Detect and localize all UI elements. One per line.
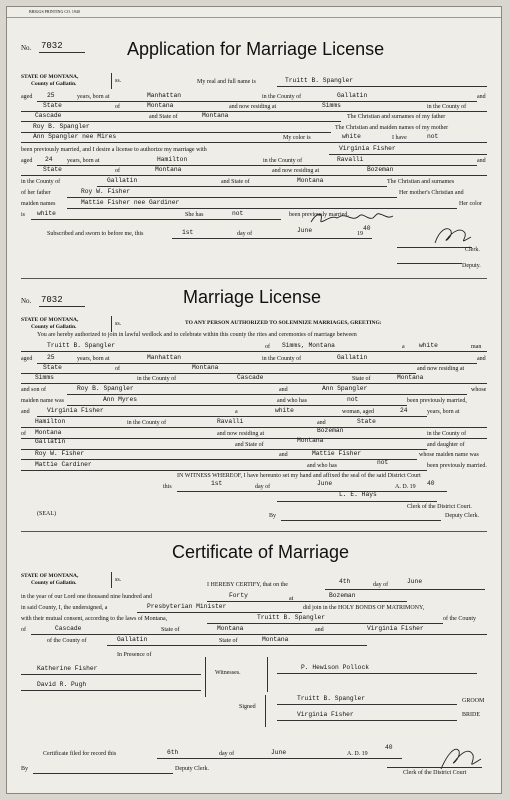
county-label-3: in the County of	[263, 158, 303, 164]
previously-married-text-3: been previously married.	[427, 463, 487, 469]
bride-label: BRIDE	[462, 712, 480, 718]
day-of-label-2: day of	[255, 484, 271, 490]
certificate-bride-state: Montana	[262, 636, 289, 643]
state-label: State	[43, 102, 62, 109]
license-clerk-name: L. E. Hays	[339, 491, 377, 498]
license-state-block: STATE OF MONTANA,	[21, 317, 79, 323]
by-label: By	[269, 513, 277, 519]
license-bride-birthplace: Hamilton	[35, 418, 66, 425]
bride-residence: Bozeman	[367, 166, 394, 173]
previously-married-text: been previously married.	[289, 212, 349, 218]
applicant-res-state: Montana	[202, 112, 229, 119]
residing-label-2: and now residing at	[272, 168, 320, 174]
groom-label: GROOM	[462, 698, 485, 704]
residing-label-4: and now residing at	[217, 431, 265, 437]
of-county-of-label: of the County of	[47, 638, 87, 644]
license-bride-residence: Bozeman	[317, 427, 344, 434]
and-label-7: and	[279, 452, 288, 458]
applicant-name: Truitt B. Spangler	[285, 77, 354, 84]
certificate-bride-county: Gallatin	[117, 636, 148, 643]
bride-mother-label: Her mother's Christian and	[399, 190, 464, 196]
signed-label: Signed	[239, 704, 256, 710]
certificate-groom-state: Montana	[217, 625, 244, 632]
full-name-label: My real and full name is	[197, 79, 256, 85]
certificate-title: Certificate of Marriage	[172, 542, 350, 562]
certificate-bride: Virginia Fisher	[367, 625, 424, 632]
certificate-officiant-title: Presbyterian Minister	[147, 603, 227, 610]
county-label-2: in the County of	[427, 104, 467, 110]
license-groom-of: Simms, Montana	[282, 342, 335, 349]
clerk-signature	[431, 221, 475, 249]
her-color-label: Her color	[459, 201, 482, 207]
license-bride-father: Roy W. Fisher	[35, 450, 85, 457]
certificate-groom-county: Cascade	[55, 625, 82, 632]
application-title: Application for Marriage License	[127, 39, 385, 59]
born-label-2: years, born at	[67, 158, 100, 164]
county-label-7: in the County of	[127, 420, 167, 426]
ss: ss.	[115, 78, 122, 84]
and-label-2: and	[477, 158, 486, 164]
is-label: is	[21, 212, 26, 218]
bride-previously-married: not	[232, 210, 244, 217]
deputy-label: Deputy.	[462, 263, 481, 269]
application-county-block: County of Gallatin.	[31, 81, 77, 87]
state-of-label-2: and State of	[221, 179, 250, 185]
applicant-color: white	[342, 133, 361, 140]
and-label-4: and	[279, 387, 288, 393]
license-groom-mother: Ann Spangler	[322, 385, 368, 392]
of-label: of	[115, 104, 120, 110]
bride-birth-state: Montana	[155, 166, 182, 173]
son-of-label: and son of	[21, 387, 46, 393]
certificate-place: Bozeman	[329, 592, 356, 599]
i-have-label: I have	[392, 135, 407, 141]
bride-color: white	[37, 210, 56, 217]
maiden-names-label: maiden names	[21, 201, 56, 207]
license-bride-birth-county: Ravalli	[217, 418, 244, 425]
license-number: 7032	[41, 295, 63, 305]
in-presence-label: In Presence of	[117, 652, 152, 658]
license-bride-mother: Mattie Fisher	[312, 450, 362, 457]
license-bride-color: white	[275, 407, 294, 414]
applicant-previously-married: not	[427, 133, 439, 140]
day-of-label-3: day of	[373, 582, 389, 588]
born-label-3: years, born at	[77, 356, 110, 362]
of-label-3: of	[265, 344, 270, 350]
state-of-label-3: State of	[352, 376, 371, 382]
applicant-birth-state: Montana	[147, 102, 174, 109]
and-label-6: and	[317, 420, 326, 426]
state-label-2: State	[43, 166, 62, 173]
aged-label: aged	[21, 94, 33, 100]
license-birth-state: Montana	[192, 364, 219, 371]
certificate-county-block: County of Gallatin.	[31, 580, 77, 586]
ad-label: A. D. 19	[395, 484, 416, 490]
license-bride-mother-maiden: Mattie Cardiner	[35, 461, 92, 468]
of-label-4: of	[115, 366, 120, 372]
a-label: a	[402, 344, 405, 350]
and-label-3: and	[477, 356, 486, 362]
license-birth-county: Gallatin	[337, 354, 368, 361]
certificate-year-word: Forty	[229, 592, 248, 599]
section-divider-1	[21, 278, 487, 279]
groom-signature: Truitt B. Spangler	[297, 695, 366, 702]
witness-1: Katherine Fisher	[37, 665, 98, 672]
year-prefix: 19	[357, 231, 363, 237]
county-label: in the County of	[262, 94, 302, 100]
certificate-groom: Truitt B. Spangler	[257, 614, 326, 621]
clerk-of-district-court-label-2: Clerk of the District Court	[403, 770, 467, 776]
license-bride: Virginia Fisher	[47, 407, 104, 414]
bride-name: Virginia Fisher	[339, 145, 396, 152]
county-label-4: in the County of	[21, 179, 61, 185]
marriage-record-page	[6, 6, 502, 794]
filed-month: June	[271, 749, 287, 756]
and-label-5: and	[21, 409, 30, 415]
county-label-5: in the County of	[262, 356, 302, 362]
license-authorization-text: You are hereby authorized to join in lawful wedlock and to celebrate within this county the rites and ceremonies of marriage between	[37, 332, 357, 338]
bride-signature: Virginia Fisher	[297, 711, 354, 718]
desire-license-text: been previously married, and I desire a license to authorize my marriage with	[21, 147, 207, 153]
printer-mark: BRIGGS PRINTING CO. 1940	[29, 9, 80, 14]
bride-mother: Mattie Fisher nee Gardiner	[81, 199, 180, 206]
state-of-label: and State of	[149, 114, 178, 120]
subscribed-text: Subscribed and sworn to before me, this	[47, 231, 144, 237]
bride-father-label: The Christian and surnames	[387, 179, 455, 185]
license-bride-birth-state: Montana	[35, 429, 62, 436]
by-label-2: By	[21, 766, 29, 772]
license-no-label: No.	[21, 297, 32, 305]
certify-text: I HEREBY CERTIFY, that on the	[207, 582, 288, 588]
application-no-label: No.	[21, 44, 32, 52]
ss-3: ss.	[115, 577, 122, 583]
day-of-label: day of	[237, 231, 253, 237]
witness-whereof-text: IN WITNESS WHEREOF, I have hereunto set my hand and affixed the seal of the said District Court	[177, 473, 421, 479]
at-label: at	[289, 596, 294, 602]
license-birthplace: Manhattan	[147, 354, 182, 361]
man-label: man	[471, 344, 482, 350]
color-label: My color is	[283, 135, 311, 141]
bride-father: Roy W. Fisher	[81, 188, 131, 195]
of-label-5: of	[21, 431, 26, 437]
a-label-2: a	[235, 409, 238, 415]
certificate-state-block: STATE OF MONTANA,	[21, 573, 79, 579]
maiden-was-label: maiden name was	[21, 398, 64, 404]
woman-aged-label: woman, aged	[342, 409, 374, 415]
mother-label: The Christian and maiden names of my mother	[335, 125, 449, 131]
certificate-month: June	[407, 578, 423, 585]
and-label-8: and	[315, 627, 324, 633]
license-year: 40	[427, 480, 435, 487]
witness-2: David R. Pugh	[37, 681, 87, 688]
residing-label-3: and now residing at	[417, 366, 465, 372]
and-label: and	[477, 94, 486, 100]
application-year: 40	[363, 225, 371, 232]
license-bride-res-county: Gallatin	[35, 438, 66, 445]
this-label: this	[163, 484, 172, 490]
license-groom-mother-maiden: Ann Myres	[103, 396, 138, 403]
state-label-3: State	[43, 364, 62, 371]
application-state-block: STATE OF MONTANA,	[21, 74, 79, 80]
applicant-father: Roy B. Spangler	[33, 123, 90, 130]
applicant-res-county: Cascade	[35, 112, 62, 119]
she-has-label: She has	[185, 212, 204, 218]
aged-label-3: aged	[21, 356, 33, 362]
license-seal: (SEAL)	[37, 511, 56, 517]
bride-age: 24	[45, 156, 53, 163]
of-the-county-label: of the County	[443, 616, 476, 622]
license-groom-father: Roy B. Spangler	[77, 385, 134, 392]
license-day: 1st	[211, 480, 223, 487]
filed-for-record-text: Certificate filed for record this	[43, 751, 117, 757]
license-county-block: County of Gallatin.	[31, 324, 77, 330]
state-of-label-4: and State of	[235, 442, 264, 448]
certificate-day: 4th	[339, 578, 351, 585]
applicant-birthplace: Manhattan	[147, 92, 182, 99]
bride-birth-county: Ravalli	[337, 156, 364, 163]
applicant-birth-county: Gallatin	[337, 92, 368, 99]
daughter-of-label: and daughter of	[427, 442, 465, 448]
bride-birthplace: Hamilton	[157, 156, 188, 163]
applicant-residence: Simms	[322, 102, 341, 109]
county-label-8: in the County of	[427, 431, 467, 437]
header-strip	[7, 7, 501, 18]
who-has-label: and who has	[277, 398, 307, 404]
license-month: June	[317, 480, 333, 487]
section-divider-2	[21, 531, 487, 532]
of-her-father-label: of her father	[21, 190, 51, 196]
born-label-4: years, born at	[427, 409, 460, 415]
residing-label: and now residing at	[229, 104, 277, 110]
applicant-signature	[307, 208, 397, 228]
license-res-county: Cascade	[237, 374, 264, 381]
day-of-label-4: day of	[219, 751, 235, 757]
whose-maiden-label: whose maiden name was	[419, 452, 479, 458]
witnesses-label: Witnesses.	[215, 670, 241, 676]
of-label-6: of	[21, 627, 26, 633]
father-label: The Christian and surnames of my father	[347, 114, 446, 120]
certificate-officiant: P. Hewison Pollock	[301, 664, 370, 671]
state-label-4: State	[357, 418, 376, 425]
aged-label-2: aged	[21, 158, 33, 164]
application-month: June	[297, 227, 313, 234]
license-groom-color: white	[419, 342, 438, 349]
license-groom: Truitt B. Spangler	[47, 342, 116, 349]
mutual-consent-text: with their mutual consent, according to the laws of Montana,	[21, 616, 168, 622]
of-label-2: of	[115, 168, 120, 174]
clerk-of-district-court-label: Clerk of the District Court.	[407, 504, 472, 510]
whose-label: whose	[471, 387, 487, 393]
who-has-label-2: and who has	[307, 463, 337, 469]
license-residence: Simms	[35, 374, 54, 381]
ss-2: ss.	[115, 321, 122, 327]
state-of-label-6: State of	[219, 638, 238, 644]
license-greeting: TO ANY PERSON AUTHORIZED TO SOLEMNIZE MARRIAGES, GREETING:	[185, 320, 382, 326]
clerk-label: Clerk.	[465, 247, 480, 253]
application-day: 1st	[182, 229, 194, 236]
bride-res-state: Montana	[297, 177, 324, 184]
in-said-county-text: in said County, I, the undersigned, a	[21, 605, 108, 611]
ad-label-2: A. D. 19	[347, 751, 368, 757]
filed-day: 6th	[167, 749, 179, 756]
did-join-text: did join in the HOLY BONDS OF MATRIMONY,	[303, 605, 425, 611]
license-bride-res-state: Montana	[297, 437, 324, 444]
applicant-age: 25	[47, 92, 55, 99]
license-res-state: Montana	[397, 374, 424, 381]
license-groom-previously-married: not	[347, 396, 359, 403]
county-label-6: in the County of	[137, 376, 177, 382]
license-age: 25	[47, 354, 55, 361]
born-label: years, born at	[77, 94, 110, 100]
bride-res-county: Gallatin	[107, 177, 138, 184]
application-number: 7032	[41, 41, 63, 51]
license-title: Marriage License	[183, 287, 322, 307]
applicant-mother: Ann Spangler nee Mires	[33, 133, 117, 140]
year-line-text: in the year of our Lord one thousand nine hundred and	[21, 594, 152, 600]
deputy-clerk-label: Deputy Clerk.	[445, 513, 479, 519]
previously-married-text-2: been previously married,	[407, 398, 467, 404]
license-bride-age: 24	[400, 407, 408, 414]
deputy-clerk-label-2: Deputy Clerk.	[175, 766, 209, 772]
license-bride-previously-married: not	[377, 459, 389, 466]
filed-year: 40	[385, 744, 393, 751]
state-of-label-5: State of	[161, 627, 180, 633]
